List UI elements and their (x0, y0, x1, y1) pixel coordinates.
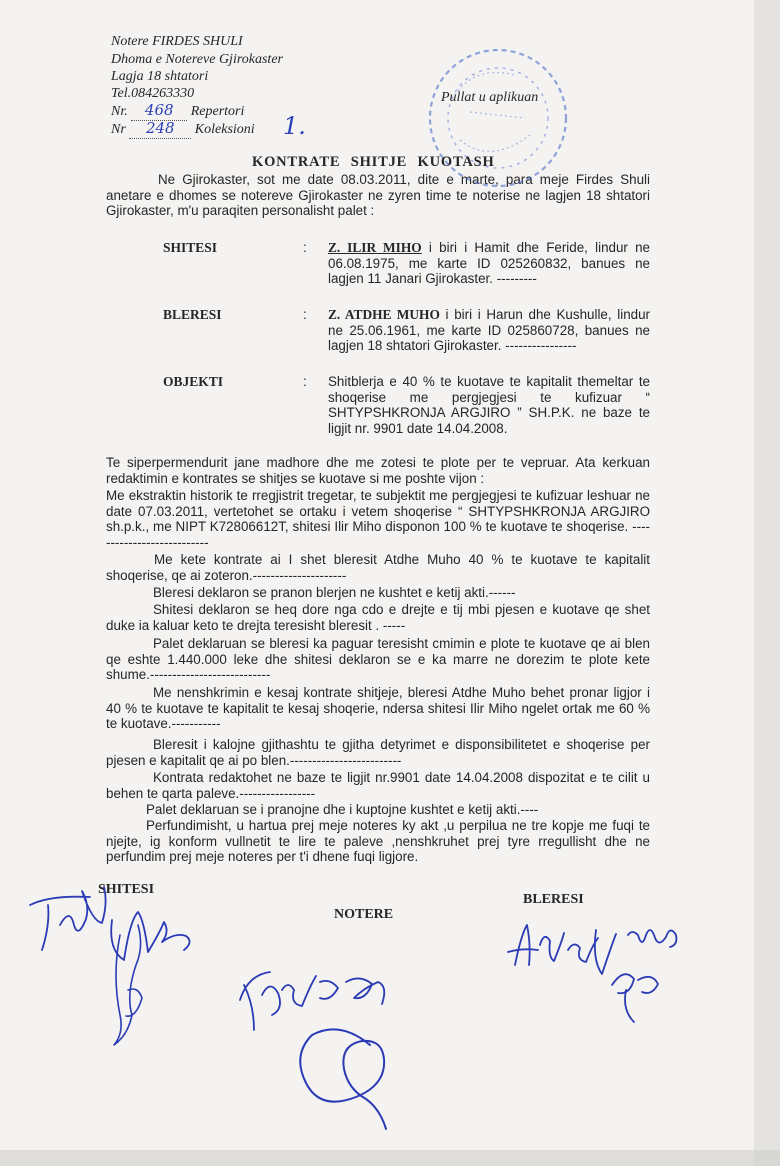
object-details: Shitblerja e 40 % te kuotave te kapitalit themeltar te shoqerise me pergjegjesi te kufizuar “ SHTYPSHKRONJA ARGJIRO ” SH.P.K. ne baze te ligjit nr. 9901 date 14.04.2008. (328, 374, 650, 436)
nr-prefix: Nr. (111, 104, 128, 119)
object-colon: : (303, 374, 307, 389)
scan-bottom-shadow (0, 1150, 780, 1166)
buyer-name: Z. ATDHE MUHO (328, 307, 440, 322)
notary-name: Notere FIRDES SHULI (111, 34, 243, 49)
koleksioni-number: 248 (129, 120, 191, 139)
seller-text: i biri i Hamit dhe Feride, lindur ne 06.08.1975, me karte ID 025260832, banues ne lagjen 11 Janari Gjirokaster. --------- (328, 240, 650, 287)
seller-label: SHITESI (163, 240, 218, 255)
repertori-number: 468 (131, 102, 187, 121)
paragraph-acceptance: Bleresi deklaron se pranon blerjen ne kushtet e ketij akti.------ (153, 585, 516, 600)
paragraph-capacity: Te siperpermendurit jane madhore dhe me zotesi te plote per te vepruar. Ata kerkuan redaktimin e kontrates se shitjes se kuotave si me poshte vijon : (106, 455, 650, 486)
paragraph-understanding: Palet deklaruan se i pranojne dhe i kuptojne kushtet e ketij akti.---- (146, 802, 539, 817)
koleksioni-label: Koleksioni (194, 122, 255, 137)
seller-name: Z. ILIR MIHO (328, 240, 422, 255)
buyer-colon: : (303, 307, 307, 322)
notary-phone: Tel.084263330 (111, 86, 195, 101)
paragraph-legal-basis: Kontrata redaktohet ne baze te ligjit nr.9901 date 14.04.2008 dispozitat e te cilit u behen te qarta paleve.----------------- (106, 770, 650, 801)
buyer-label: BLERESI (163, 307, 222, 322)
document-title: KONTRATE SHITJE KUOTASH (252, 154, 495, 170)
stamps-applied-note: Pullat u aplikuan (441, 90, 539, 105)
paragraph-obligations: Bleresit i kalojne gjithashtu te gjitha detyrimet e disponsibilitetet e shoqerise per pjesen e kapitalit qe ai po blen.------------------------- (106, 737, 650, 768)
notary-chamber: Dhoma e Notereve Gjirokaster (111, 52, 283, 67)
seller-colon: : (303, 240, 307, 255)
notary-signature-label: NOTERE (334, 907, 394, 922)
buyer-signature (508, 925, 676, 1022)
paragraph-sale: Me kete kontrate ai I shet bleresit Atdhe Muho 40 % te kuotave te kapitalit shoqerise, qe ai zoteron.--------------------- (106, 552, 650, 583)
seller-signature (30, 887, 190, 1045)
paragraph-extract: Me ekstraktin historik te rregjistrit tregetar, te subjektit me pergjegjesi te kufizuar leshuar ne date 07.03.2011, vertetohet se ortaku i vetem shoqerise “ SHTYPSHKRONJA ARGJIRO sh.p.k., me NIPT K72806612T, shitesi Ilir Miho disponon 100 % te kuotave te shoqerise. --------------------------- (106, 488, 650, 550)
page-marker: 1. (283, 112, 306, 140)
scan-edge-shadow (754, 0, 780, 1166)
paragraph-conclusion: Perfundimisht, u hartua prej meje noteres ky akt ,u perpilua ne tre kopje me fuqi te njejte, ig konform vullnetit te lire te paleve ,nenshkruhet prej tyre rregullisht dhe ne perfundim prej meje noteres per t'i dhene fuqi ligjore. (106, 818, 650, 865)
buyer-text: i biri i Harun dhe Kushulle, lindur ne 25.06.1961, me karte ID 025860728, banues ne lagjen 18 shtatori Gjirokaster. ---------------- (328, 307, 651, 354)
paragraph-ownership: Me nenshkrimin e kesaj kontrate shitjeje, bleresi Atdhe Muho behet pronar ligjor i 40 % te kuotave te kapitalit te kesaj shoqerie, ndersa shitesi Ilir Miho ngelet ortak me 60 % te kuotave.----------- (106, 685, 650, 732)
nr2-prefix: Nr (111, 122, 126, 137)
repertori-label: Repertori (190, 104, 245, 119)
intro-paragraph: Ne Gjirokaster, sot me date 08.03.2011, dite e marte, para meje Firdes Shuli anetare e dhomes se notereve Gjirokaster ne zyren time te noterise ne lagjen 18 shtatori Gjirokaster, m'u paraqiten personalisht palet : (106, 172, 650, 219)
buyer-signature-label: BLERESI (523, 892, 584, 907)
notary-signature (240, 972, 386, 1129)
seller-signature-label: SHITESI (98, 882, 155, 897)
paragraph-renunciation: Shitesi deklaron se heq dore nga cdo e drejte e tij mbi pjesen e kuotave qe shet duke ia kaluar keto te drejta teresisht bleresit . ----- (106, 602, 650, 633)
notary-address: Lagja 18 shtatori (111, 69, 209, 84)
object-label: OBJEKTI (163, 374, 224, 389)
paragraph-payment: Palet deklaruan se bleresi ka paguar teresisht cmimin e plote te kuotave qe ai blen qe eshte 1.440.000 leke dhe shitesi deklaron se e ka marre ne dorezim te plote kete shume.--------------------------- (106, 636, 650, 683)
official-stamp (430, 50, 566, 186)
